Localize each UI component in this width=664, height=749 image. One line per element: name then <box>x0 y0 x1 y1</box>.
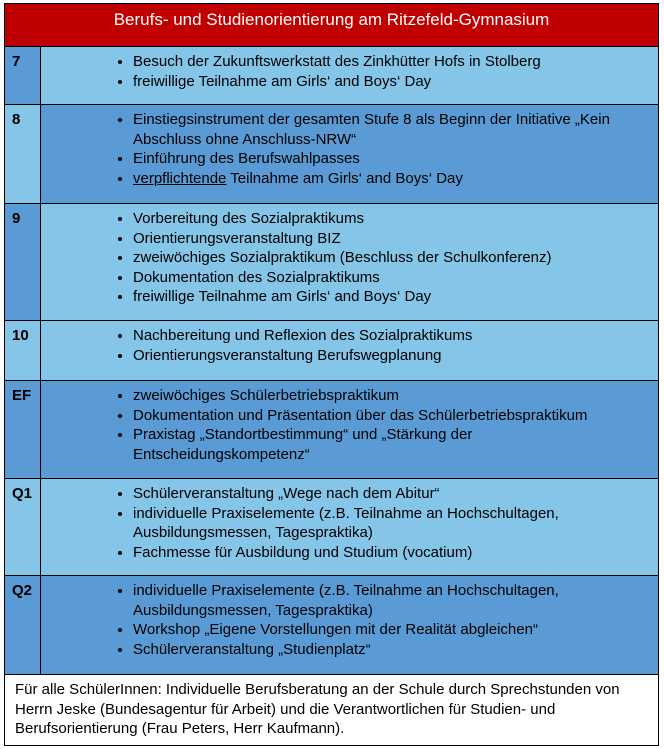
table-row <box>5 381 659 479</box>
grade-label: Q2 <box>5 576 41 675</box>
grade-items <box>41 576 659 675</box>
table-row <box>5 321 659 381</box>
list-item: • Dokumentation des Sozialpraktikums <box>133 268 652 288</box>
grade-items <box>41 47 659 105</box>
table-row <box>5 47 659 105</box>
list-item: • Einstiegsinstrument der gesamten Stufe 8 als Beginn der Initiative „Kein Abschluss ohne Anschluss-NRW“ <box>133 110 652 149</box>
grade-label: 7 <box>5 47 41 105</box>
grade-items <box>41 204 659 321</box>
orientation-table-wrapper <box>4 3 659 746</box>
grade-label: 8 <box>5 105 41 204</box>
grade-label: 9 <box>5 204 41 321</box>
list-item: • Nachbereitung und Reflexion des Sozialpraktikums <box>133 326 652 346</box>
table-row <box>5 204 659 321</box>
grade-items <box>41 321 659 381</box>
list-item: • Besuch der Zukunftswerkstatt des Zinkhütter Hofs in Stolberg <box>133 52 652 72</box>
footer-row <box>5 675 659 746</box>
list-item: • Schülerveranstaltung „Wege nach dem Abitur“ <box>133 484 652 504</box>
list-item: • freiwillige Teilnahme am Girls‘ and Boys‘ Day <box>133 287 652 307</box>
list-item: • Praxistag „Standortbestimmung“ und „Stärkung der Entscheidungskompetenz“ <box>133 425 652 464</box>
list-item: • individuelle Praxiselemente (z.B. Teilnahme an Hochschultagen, Ausbildungsmessen, Tagespraktika) <box>133 581 652 620</box>
list-item: • zweiwöchiges Schülerbetriebspraktikum <box>133 386 652 406</box>
grade-label: Q1 <box>5 479 41 576</box>
grade-items <box>41 105 659 204</box>
list-item: • Vorbereitung des Sozialpraktikums <box>133 209 652 229</box>
table-row <box>5 105 659 204</box>
list-item <box>133 169 652 189</box>
list-item: • Workshop „Eigene Vorstellungen mit der Realität abgleichen“ <box>133 620 652 640</box>
list-item: • Orientierungsveranstaltung BIZ <box>133 229 652 249</box>
list-item: • Orientierungsveranstaltung Berufswegplanung <box>133 346 652 366</box>
table-row <box>5 479 659 576</box>
list-item: • individuelle Praxiselemente (z.B. Teilnahme an Hochschultagen, Ausbildungsmessen, Tagespraktika) <box>133 504 652 543</box>
list-item: • Fachmesse für Ausbildung und Studium (vocatium) <box>133 543 652 563</box>
title-row <box>5 4 659 47</box>
list-item: • freiwillige Teilnahme am Girls‘ and Boys‘ Day <box>133 72 652 92</box>
underlined-word: verpflichtende <box>133 169 227 187</box>
list-item-text: Teilnahme am Girls‘ and Boys‘ Day <box>226 169 463 187</box>
footer-note: Für alle SchülerInnen: Individuelle Berufsberatung an der Schule durch Sprechstunden von Herrn Jeske (Bundesagentur für Arbeit) und die Verantwortlichen für Studien- und Berufsorientierung (Frau Peters, Herr Kaufmann). <box>5 675 659 746</box>
grade-label: 10 <box>5 321 41 381</box>
grade-items <box>41 381 659 479</box>
orientation-table <box>4 3 659 746</box>
grade-items <box>41 479 659 576</box>
list-item: • Dokumentation und Präsentation über das Schülerbetriebspraktikum <box>133 406 652 426</box>
grade-label: EF <box>5 381 41 479</box>
list-item: • Schülerveranstaltung „Studienplatz“ <box>133 640 652 660</box>
table-title: Berufs- und Studienorientierung am Ritzefeld-Gymnasium <box>5 4 659 47</box>
list-item: • zweiwöchiges Sozialpraktikum (Beschluss der Schulkonferenz) <box>133 248 652 268</box>
list-item: • Einführung des Berufswahlpasses <box>133 149 652 169</box>
table-row <box>5 576 659 675</box>
